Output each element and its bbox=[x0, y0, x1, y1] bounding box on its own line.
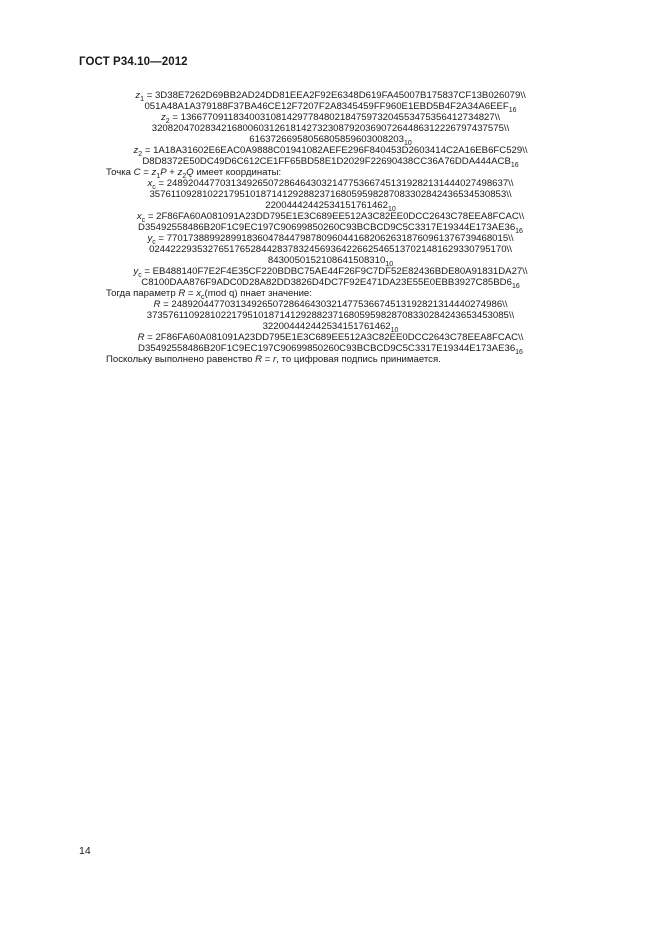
xc-dec-part-1: 2489204477031349265072864643032147753667451319282131444027498637\\ bbox=[166, 178, 514, 189]
yc-dec-line-2 bbox=[0, 244, 661, 255]
z2-hex-line-1: $z_2$ = 1A18A31602E6EAC0A9888C01941082AEFE296F840453D2603414C2A16EB6FC529\\ bbox=[133, 145, 528, 158]
subscript: c bbox=[201, 294, 205, 301]
subscript: c bbox=[141, 217, 146, 224]
yc-hex-line-1: $y_c$ = EB488140F7E2F4E35CF220BDBC75AE44F26F9C7DF52E82436BDE80A91831DA27\\ bbox=[133, 266, 528, 279]
var-p: P bbox=[160, 167, 167, 178]
yc-dec-part-3: 8430050152108641508310 bbox=[267, 255, 386, 266]
subscript: 2 bbox=[182, 173, 187, 180]
z2-dec-part-3: 61637266958056805859603008203 bbox=[249, 134, 404, 145]
r-dec-line-2 bbox=[0, 310, 661, 321]
r-dec-part-3: 322004442442534151761462 bbox=[262, 321, 391, 332]
xc-hex-line-1: $x_c$ = 2F86FA60A081091A23DD795E1E3C689EE512A3C82EE0DCC2643C78EEA8FCAC\\ bbox=[136, 211, 525, 224]
xc-hex-part-2: D35492558486B20F1C9EC197C90699850260C93BCBCD9C5C3317E19344E173AE36 bbox=[138, 222, 516, 233]
xc-dec-line-1: $x_c$ = 2489204477031349265072864643032147753667451319282131444027498637\\ bbox=[147, 178, 514, 191]
yc-dec-part-1: 7701738899289918360478447987809604416820626318760961376739468015\\ bbox=[166, 233, 514, 244]
r-dec-line-3 bbox=[0, 321, 661, 332]
var-z: z bbox=[135, 90, 141, 101]
z2-dec-line-2 bbox=[0, 123, 661, 134]
base-subscript: 16 bbox=[508, 107, 517, 114]
r-hex-part-1: 2F86FA60A081091A23DD795E1E3C689EE512A3C82EE0DCC2643C78EEA8FCAC\\ bbox=[155, 332, 524, 343]
text: + bbox=[166, 167, 178, 178]
text: = bbox=[140, 167, 152, 178]
z1-value-part-1: 3D38E7262D69BB2AD24DD81EEA2F92E6348D619FA45007B175837CF13B026079\\ bbox=[154, 90, 526, 101]
z2-hex-part-1: 1A18A31602E6EAC0A9888C01941082AEFE296F840453D2603414C2A16EB6FC529\\ bbox=[153, 145, 528, 156]
xc-dec-line-2 bbox=[0, 189, 661, 200]
yc-dec-line-1: $y_c$ = 7701738899289918360478447987809604416820626318760961376739468015\\ bbox=[147, 233, 514, 246]
base-subscript: 10 bbox=[403, 140, 412, 147]
base-subscript: 10 bbox=[387, 206, 396, 213]
subscript: 1 bbox=[156, 173, 161, 180]
subscript: c bbox=[152, 239, 156, 246]
base-subscript: 10 bbox=[385, 261, 394, 268]
var-q: Q bbox=[186, 167, 194, 178]
r-dec-line-1: R = 24892044770313492650728646430321477536674513192821314440274986\\ bbox=[153, 299, 508, 310]
var-z: z bbox=[151, 167, 157, 178]
yc-hex-part-2: C8100DAA876F9ADC0D28A82DD3826D4DC7F92E471DA23E55E0EBB3927C85BD6 bbox=[141, 277, 512, 288]
var-x: x bbox=[196, 288, 201, 299]
base-subscript: 16 bbox=[511, 283, 520, 290]
page-number: 14 bbox=[79, 845, 91, 857]
var-r: R bbox=[137, 332, 145, 343]
var-z: z bbox=[133, 145, 139, 156]
text: = bbox=[185, 288, 197, 299]
xc-hex-line-2 bbox=[0, 222, 661, 233]
text: Точка bbox=[106, 167, 134, 178]
z2-dec-line-3 bbox=[0, 134, 661, 145]
subscript: c bbox=[152, 184, 156, 191]
r-hex-part-2: D35492558486B20F1C9EC197C90699850260C93BCBCD9C5C3317E19344E173AE36 bbox=[138, 343, 516, 354]
z2-dec-line-1: $z_2$ = 13667709118340031081429778480218475973204553475356412734827\\ bbox=[160, 112, 501, 125]
xc-dec-part-3: 22004442442534151761462 bbox=[265, 200, 388, 211]
subscript: c bbox=[138, 272, 142, 279]
r-dec-part-2: 37357611092810221795101871412928823716805959828708330284243653453085\\ bbox=[146, 310, 515, 321]
yc-hex-part-1: EB488140F7E2F4E35CF220BDBC75AE44F26F9C7DF52E82436BDE80A91831DA27\\ bbox=[152, 266, 528, 277]
var-r: R bbox=[153, 299, 161, 310]
subscript: 2 bbox=[138, 151, 143, 158]
var-z: z bbox=[177, 167, 183, 178]
z2-dec-part-2: 320820470283421680060312618142732308792036907264486312226797437575\\ bbox=[151, 123, 510, 134]
document-header: ГОСТ Р34.10—2012 bbox=[79, 56, 188, 68]
subscript: 2 bbox=[165, 118, 170, 125]
var-r: R bbox=[178, 288, 186, 299]
var-z: z bbox=[160, 112, 166, 123]
xc-dec-line-3 bbox=[0, 200, 661, 211]
r-hex-line-2 bbox=[0, 343, 661, 354]
text: , то цифровая подпись принимается. bbox=[276, 354, 441, 365]
var-y: y bbox=[133, 266, 139, 277]
text: Поскольку выполнено равенство bbox=[106, 354, 256, 365]
base-subscript: 16 bbox=[510, 162, 519, 169]
conclusion-statement bbox=[106, 354, 441, 365]
text: = bbox=[262, 354, 274, 365]
base-subscript: 10 bbox=[390, 327, 399, 334]
z1-line-1: $z_1$ = 3D38E7262D69BB2AD24DD81EEA2F92E6348D619FA45007B175837CF13B026079\\ bbox=[135, 90, 526, 103]
xc-hex-part-1: 2F86FA60A081091A23DD795E1E3C689EE512A3C82EE0DCC2643C78EEA8FCAC\\ bbox=[156, 211, 525, 222]
text: Тогда параметр bbox=[106, 288, 179, 299]
z2-hex-part-2: D8D8372E50DC49D6C612CE1FF65BD58E1D2029F22690438CC36A76DDA444ACB bbox=[142, 156, 511, 167]
param-r-statement bbox=[106, 288, 312, 299]
subscript: 1 bbox=[140, 96, 145, 103]
var-x: x bbox=[147, 178, 153, 189]
z1-line-2 bbox=[0, 101, 661, 112]
yc-dec-part-2: 0244222935327651765284428378324569364226625465137021481629330795170\\ bbox=[149, 244, 512, 255]
z2-hex-line-2 bbox=[0, 156, 661, 167]
z1-value-part-2: 051A48A1A379188F37BA46CE12F7207F2A8345459FF960E1EBD5B4F2A34A6EEF bbox=[144, 101, 509, 112]
z2-dec-part-1: 13667709118340031081429778480218475973204553475356412734827\\ bbox=[180, 112, 501, 123]
var-r-lower: r bbox=[273, 354, 277, 365]
var-x: x bbox=[136, 211, 142, 222]
base-subscript: 16 bbox=[515, 349, 523, 356]
point-c-statement bbox=[106, 167, 281, 178]
yc-dec-line-3 bbox=[0, 255, 661, 266]
r-dec-part-1: 24892044770313492650728646430321477536674513192821314440274986\\ bbox=[171, 299, 508, 310]
base-subscript: 16 bbox=[515, 228, 523, 235]
text: (mod q) пнает значение: bbox=[204, 288, 312, 299]
var-y: y bbox=[147, 233, 153, 244]
var-r: R bbox=[255, 354, 263, 365]
r-hex-line-1: R = 2F86FA60A081091A23DD795E1E3C689EE512A3C82EE0DCC2643C78EEA8FCAC\\ bbox=[137, 332, 524, 343]
text: имеет координаты: bbox=[193, 167, 282, 178]
xc-dec-part-2: 3576110928102217951018714129288237168059598287083302842436534530853\\ bbox=[149, 189, 512, 200]
var-c: C bbox=[133, 167, 141, 178]
yc-hex-line-2 bbox=[0, 277, 661, 288]
